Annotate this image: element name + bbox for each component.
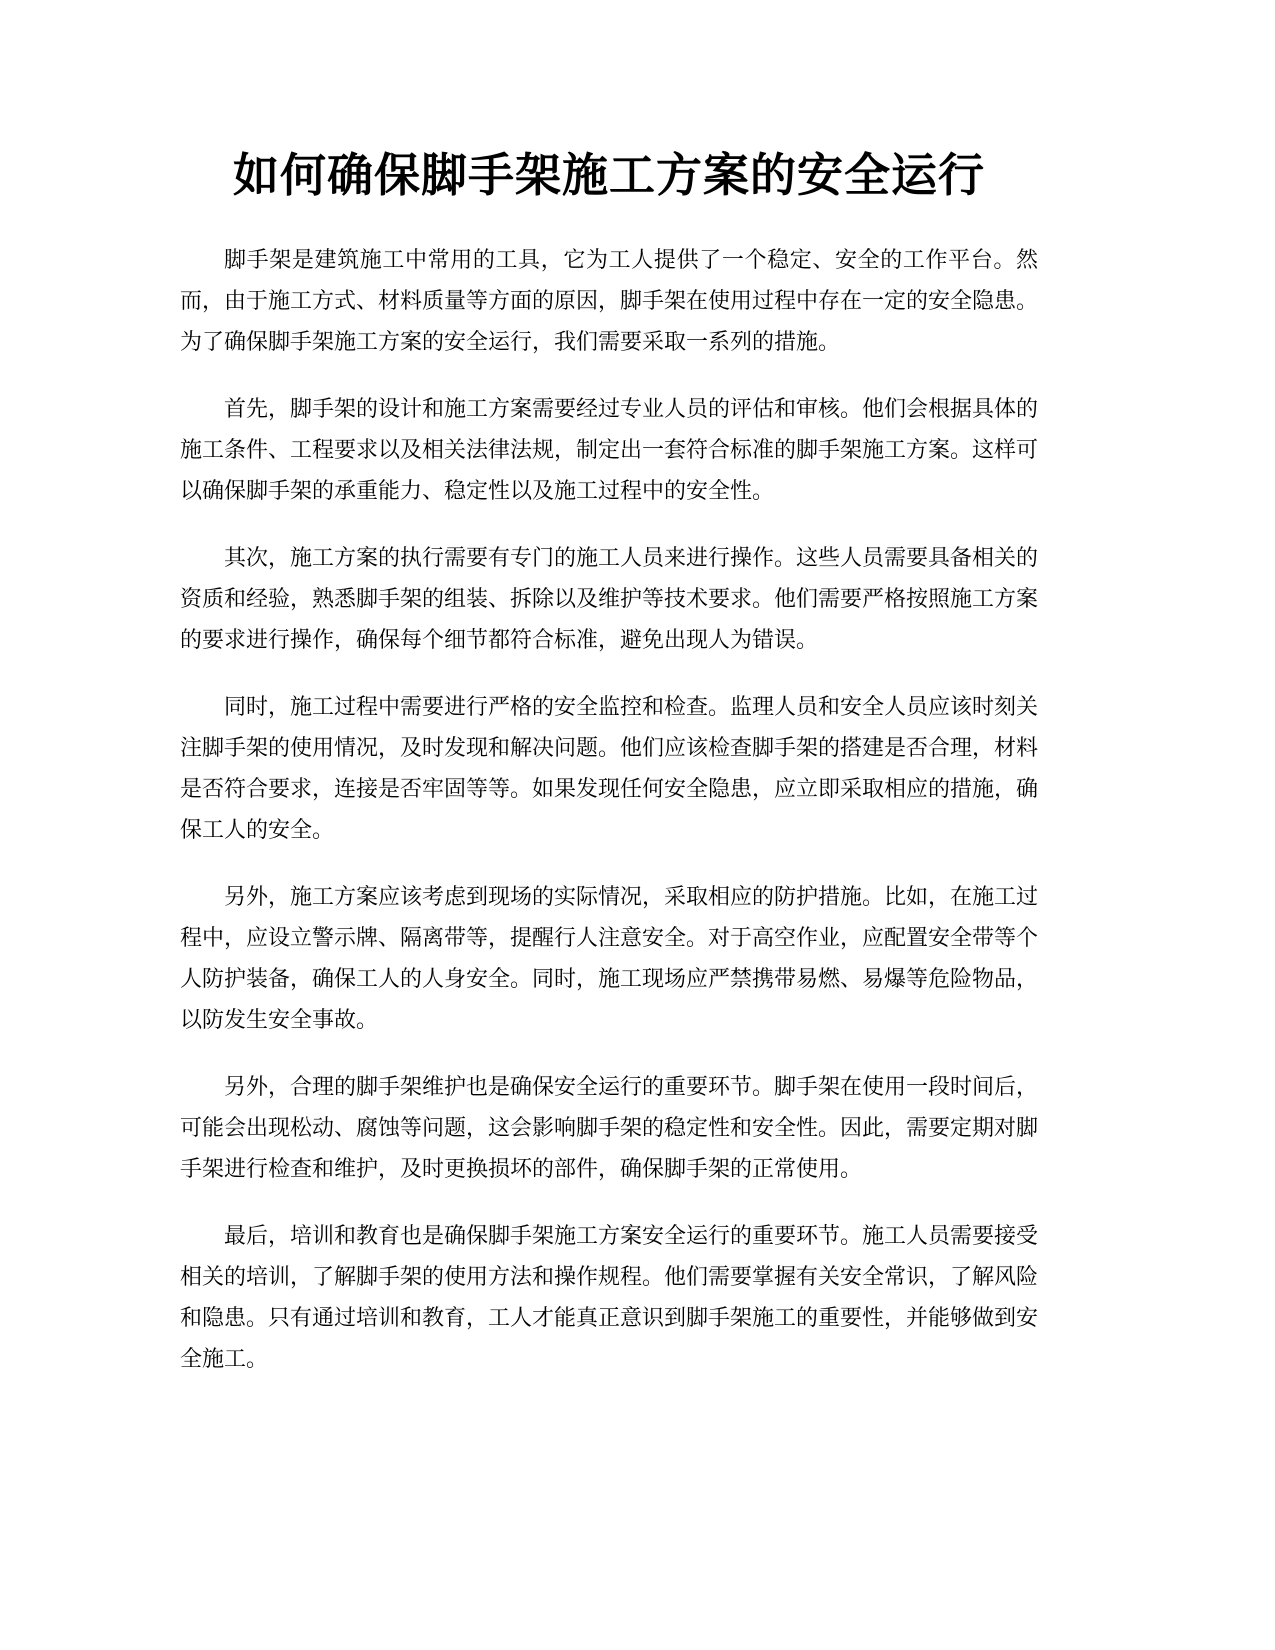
- paragraph-training: 最后，培训和教育也是确保脚手架施工方案安全运行的重要环节。施工人员需要接受相关的培训，了解脚手架的使用方法和操作规程。他们需要掌握有关安全常识，了解风险和隐患。只有通过培训和教育，工人才能真正意识到脚手架施工的重要性，并能够做到安全施工。: [180, 1224, 1039, 1372]
- paragraph-protective-measures: 另外，施工方案应该考虑到现场的实际情况，采取相应的防护措施。比如，在施工过程中，应设立警示牌、隔离带等，提醒行人注意安全。对于高空作业，应配置安全带等个人防护装备，确保工人的人身安全。同时，施工现场应严禁携带易燃、易爆等危险物品，以防发生安全事故。: [180, 885, 1039, 1033]
- paragraph-maintenance: 另外，合理的脚手架维护也是确保安全运行的重要环节。脚手架在使用一段时间后，可能会出现松动、腐蚀等问题，这会影响脚手架的稳定性和安全性。因此，需要定期对脚手架进行检查和维护，及时更换损坏的部件，确保脚手架的正常使用。: [180, 1075, 1039, 1182]
- paragraph-intro: 脚手架是建筑施工中常用的工具，它为工人提供了一个稳定、安全的工作平台。然而，由于施工方式、材料质量等方面的原因，脚手架在使用过程中存在一定的安全隐患。为了确保脚手架施工方案的安全运行，我们需要采取一系列的措施。: [180, 248, 1039, 355]
- paragraph-qualified-staff: 其次，施工方案的执行需要有专门的施工人员来进行操作。这些人员需要具备相关的资质和经验，熟悉脚手架的组装、拆除以及维护等技术要求。他们需要严格按照施工方案的要求进行操作，确保每个细节都符合标准，避免出现人为错误。: [180, 546, 1039, 653]
- document-title: 如何确保脚手架施工方案的安全运行: [233, 148, 985, 202]
- paragraph-safety-monitoring: 同时，施工过程中需要进行严格的安全监控和检查。监理人员和安全人员应该时刻关注脚手架的使用情况，及时发现和解决问题。他们应该检查脚手架的搭建是否合理，材料是否符合要求，连接是否牢固等等。如果发现任何安全隐患，应立即采取相应的措施，确保工人的安全。: [180, 695, 1039, 843]
- document-page: [180, 140, 1038, 1406]
- paragraph-design-review: 首先，脚手架的设计和施工方案需要经过专业人员的评估和审核。他们会根据具体的施工条件、工程要求以及相关法律法规，制定出一套符合标准的脚手架施工方案。这样可以确保脚手架的承重能力、稳定性以及施工过程中的安全性。: [180, 397, 1039, 504]
